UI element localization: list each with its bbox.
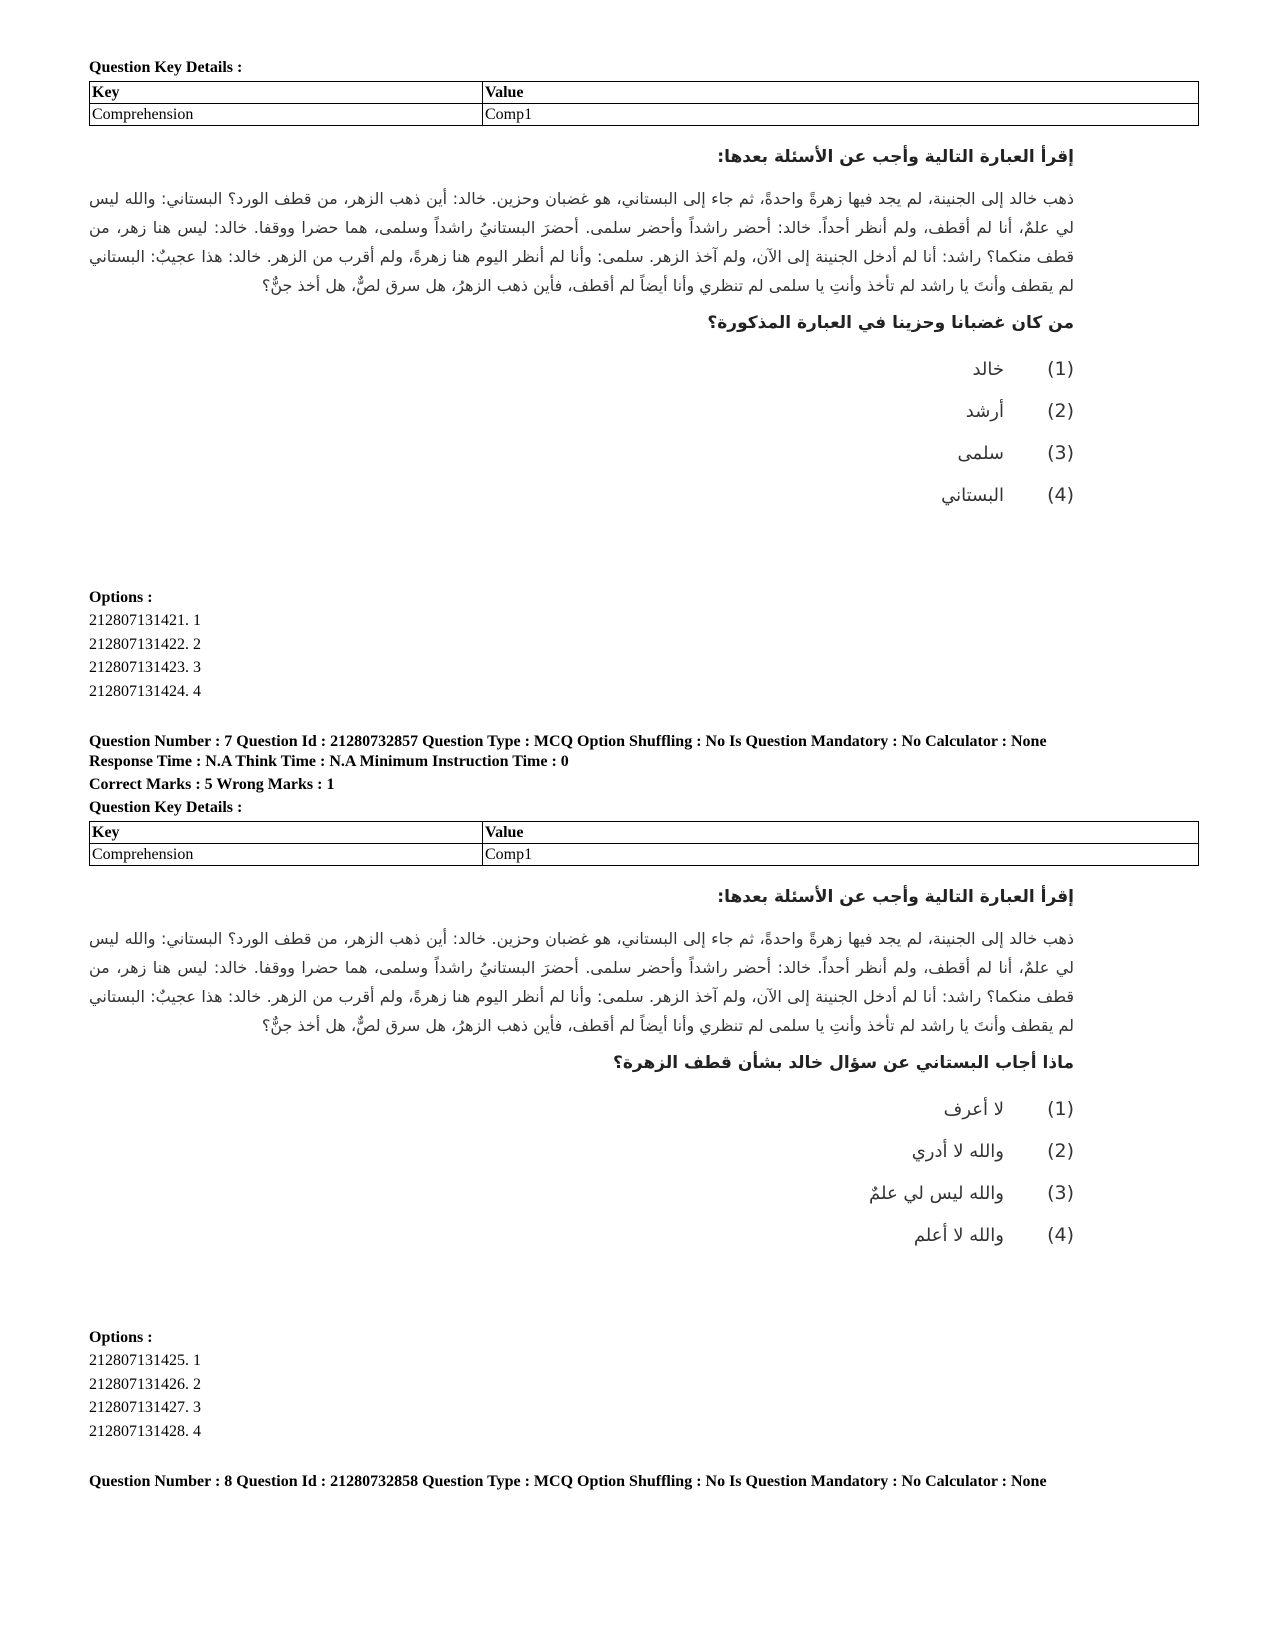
table-header-value: Value [483, 822, 1199, 844]
choice-text: خالد [972, 358, 1004, 380]
choice-text: أرشد [965, 400, 1004, 422]
choice-number: (4) [1047, 1224, 1074, 1246]
question-marks: Correct Marks : 5 Wrong Marks : 1 [89, 776, 335, 793]
comprehension-instruction: إقرأ العبارة التالية وأجب عن الأسئلة بعدها: [717, 147, 1074, 167]
table-header-row [90, 822, 1199, 844]
question-block-8 [89, 1472, 1199, 1492]
table-header-row [90, 82, 1199, 104]
question-header-line2: Response Time : N.A Think Time : N.A Minimum Instruction Time : 0 [89, 753, 569, 770]
table-header-value: Value [483, 82, 1199, 104]
comprehension-instruction: إقرأ العبارة التالية وأجب عن الأسئلة بعدها: [717, 887, 1074, 907]
question-header-line1: Question Number : 8 Question Id : 21280732858 Question Type : MCQ Option Shuffling : No Is Question Mandatory : No Calculator : None [89, 1473, 1047, 1490]
options-title: Options : [89, 589, 153, 606]
choice-text: لا أعرف [943, 1098, 1004, 1120]
question-text: من كان غضبانا وحزينا في العبارة المذكورة؟ [707, 313, 1074, 333]
choice-number: (2) [1047, 400, 1074, 422]
question-block-prev [89, 58, 1199, 516]
question-text: ماذا أجاب البستاني عن سؤال خالد بشأن قطف الزهرة؟ [613, 1053, 1074, 1073]
choice-list [89, 1088, 1074, 1256]
choice-item [89, 1214, 1074, 1256]
options-section [89, 1327, 201, 1443]
option-item: 212807131421. 1 [89, 612, 201, 629]
choice-number: (4) [1047, 484, 1074, 506]
choice-text: والله لا أدري [911, 1140, 1004, 1162]
key-details-title: Question Key Details : [89, 59, 243, 76]
choice-item [89, 1172, 1074, 1214]
question-header-line1: Question Number : 7 Question Id : 21280732857 Question Type : MCQ Option Shuffling : No Is Question Mandatory : No Calculator : None [89, 733, 1047, 750]
key-details-table [89, 81, 1199, 126]
option-item: 212807131426. 2 [89, 1375, 201, 1393]
choice-item [89, 390, 1074, 432]
choice-item [89, 348, 1074, 390]
choice-text: والله لا أعلم [913, 1224, 1004, 1246]
choice-text: سلمى [957, 442, 1004, 464]
choice-text: والله ليس لي علمٌ [869, 1182, 1004, 1204]
choice-item [89, 1088, 1074, 1130]
comprehension-passage: ذهب خالد إلى الجنينة، لم يجد فيها زهرةً واحدةً، ثم جاء إلى البستاني، هو غضبان وحزين. خالد: أين ذهب الزهر، من قطف الورد؟ البستاني: والله ليس لي علمٌ، أنا لم أقطف، ولم أنظر أحداً. خالد: أحضر راشداً وأحضر سلمى. أحضرَ البستانيُ راشداً وسلمى، هما حضرا ووقفا. خالد: ليس هنا زهر، من قطف منكما؟ راشد: أنا لم أدخل الجنينة إلى الآن، ولم آخذ الزهر. سلمى: وأنا لم أنظر اليوم هنا زهرةً، ولم أقرب من الزهر. خالد: هذا عجيبٌ: البستاني لم يقطف وأنتَ يا راشد لم تأخذ وأنتِ يا سلمى لم تنظري وأنا أيضاً لم أقطف، فأين ذهب الزهرُ، هل سرق لصٌّ، هل أخذ جنٌّ؟ [89, 929, 1074, 1035]
option-item: 212807131422. 2 [89, 635, 201, 653]
choice-item [89, 432, 1074, 474]
table-row [90, 104, 1199, 126]
choice-number: (3) [1047, 442, 1074, 464]
options-list [89, 1349, 201, 1443]
choice-text: البستاني [941, 484, 1004, 506]
options-section [89, 587, 201, 703]
choice-list [89, 348, 1074, 516]
question-block-7 [89, 732, 1199, 1256]
comprehension-image [89, 144, 1074, 516]
choice-item [89, 1130, 1074, 1172]
option-item: 212807131425. 1 [89, 1352, 201, 1369]
options-list [89, 609, 201, 703]
table-cell-key: Comprehension [90, 104, 483, 126]
comprehension-image [89, 884, 1074, 1256]
options-title: Options : [89, 1329, 153, 1346]
table-cell-key: Comprehension [90, 844, 483, 866]
choice-number: (1) [1047, 1098, 1074, 1120]
option-item: 212807131424. 4 [89, 682, 201, 700]
option-item: 212807131428. 4 [89, 1422, 201, 1440]
key-details-title: Question Key Details : [89, 799, 243, 816]
choice-number: (3) [1047, 1182, 1074, 1204]
choice-number: (1) [1047, 358, 1074, 380]
table-cell-value: Comp1 [483, 104, 1199, 126]
choice-item [89, 474, 1074, 516]
table-row [90, 844, 1199, 866]
comprehension-passage: ذهب خالد إلى الجنينة، لم يجد فيها زهرةً واحدةً، ثم جاء إلى البستاني، هو غضبان وحزين. خالد: أين ذهب الزهر، من قطف الورد؟ البستاني: والله ليس لي علمٌ، أنا لم أقطف، ولم أنظر أحداً. خالد: أحضر راشداً وأحضر سلمى. أحضرَ البستانيُ راشداً وسلمى، هما حضرا ووقفا. خالد: ليس هنا زهر، من قطف منكما؟ راشد: أنا لم أدخل الجنينة إلى الآن، ولم آخذ الزهر. سلمى: وأنا لم أنظر اليوم هنا زهرةً، ولم أقرب من الزهر. خالد: هذا عجيبٌ: البستاني لم يقطف وأنتَ يا راشد لم تأخذ وأنتِ يا سلمى لم تنظري وأنا أيضاً لم أقطف، فأين ذهب الزهرُ، هل سرق لصٌّ، هل أخذ جنٌّ؟ [89, 189, 1074, 295]
choice-number: (2) [1047, 1140, 1074, 1162]
option-item: 212807131427. 3 [89, 1399, 201, 1416]
option-item: 212807131423. 3 [89, 659, 201, 676]
table-header-key: Key [90, 822, 483, 844]
key-details-table [89, 821, 1199, 866]
table-cell-value: Comp1 [483, 844, 1199, 866]
table-header-key: Key [90, 82, 483, 104]
